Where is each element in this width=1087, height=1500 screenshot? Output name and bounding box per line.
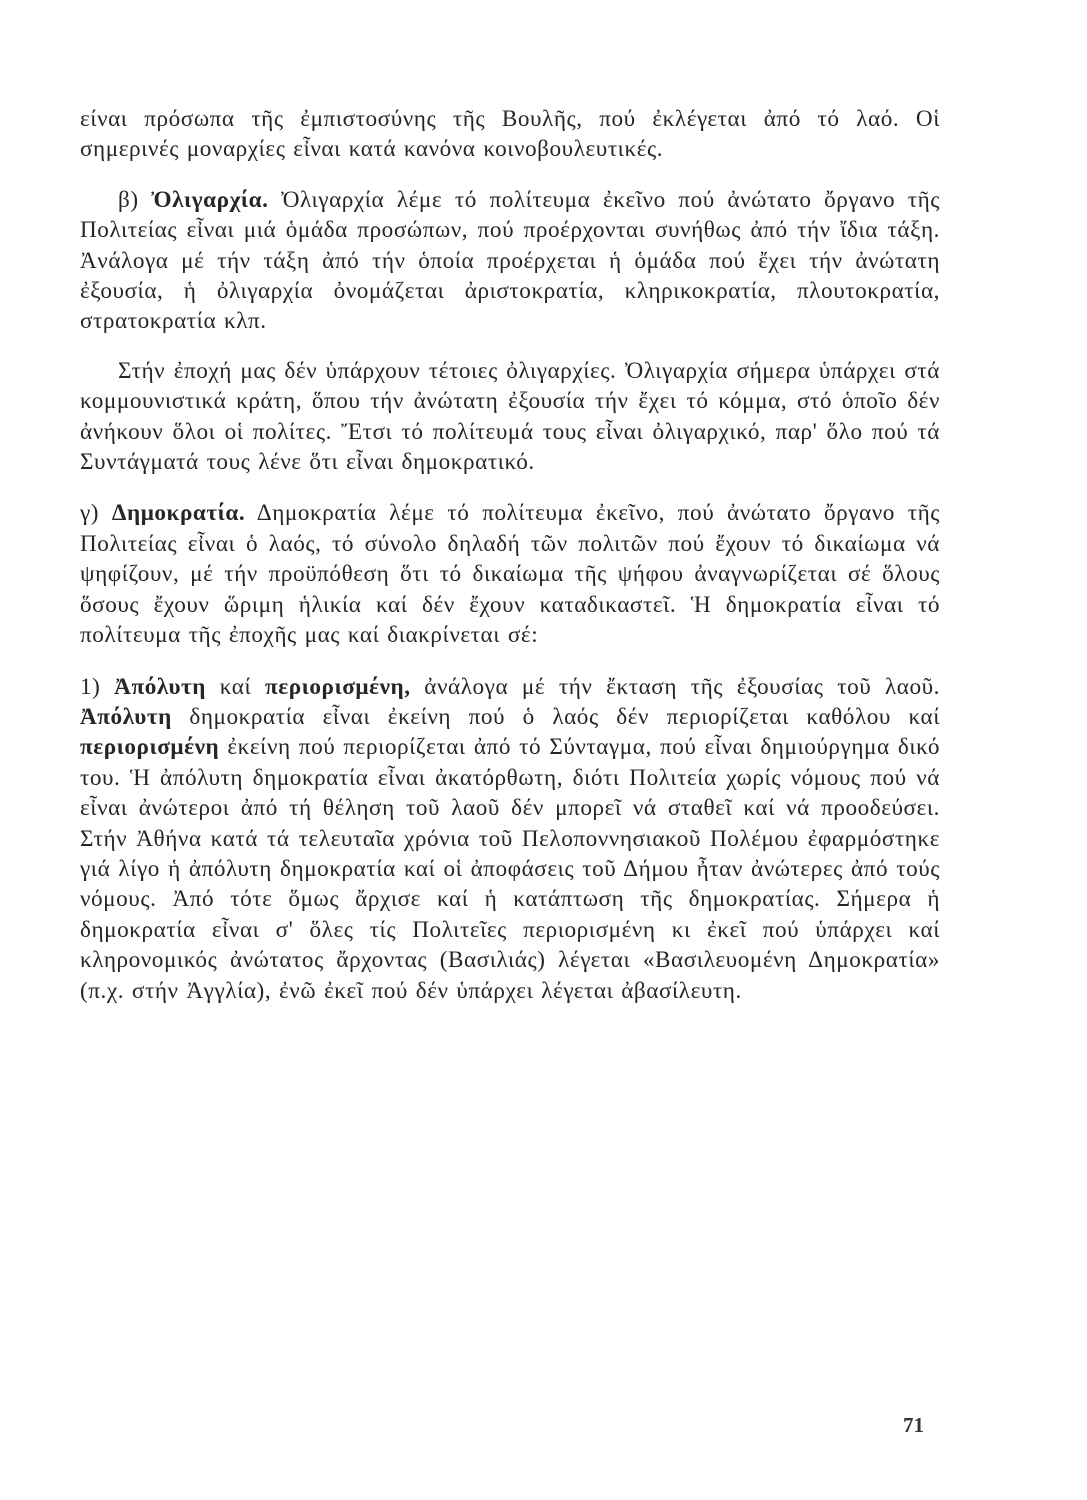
- page-number: 71: [903, 1413, 924, 1437]
- paragraph-text: Ὀλιγαρχία λέμε τό πολίτευμα ἐκεῖνο πού ἀνώτατο ὄργανο τῆς Πολιτείας εἶναι μιά ὁμάδα προσώπων, πού προέρχονται συνήθως ἀπό τήν ἴδια τάξη. Ἀνάλογα μέ τήν τάξη ἀπό τήν ὁποία προέρχεται ἡ ὁμάδα πού ἔχει τήν ἀνώτατη ἐξουσία, ἡ ὀλιγαρχία ὀνομάζεται ἀριστοκρατία, κληρικοκρατία, πλουτοκρατία, στρατοκρατία κλπ.: [80, 186, 940, 335]
- term-absolute-second: Ἀπόλυτη: [80, 703, 172, 730]
- item-marker: 1): [80, 673, 115, 700]
- term-oligarchy: Ὀλιγαρχία.: [151, 186, 269, 213]
- paragraph-monarchy-continuation: [80, 104, 940, 165]
- text-segment: ἐκείνη πού περιορίζεται ἀπό τό Σύνταγμα, πού εἶναι δημιούργημα δικό του. Ἡ ἀπόλυτη δημοκρατία εἶναι ἀκατόρθωτη, διότι Πολιτεία χωρίς νόμους πού νά εἶναι ἀνώτεροι ἀπό τή θέληση τοῦ λαοῦ δέν μπορεῖ νά σταθεῖ καί νά προοδεύσει. Στήν Ἀθήνα κατά τά τελευταῖα χρόνια τοῦ Πελοποννησιακοῦ Πολέμου ἐφαρμόστηκε γιά λίγο ἡ ἀπόλυτη δημοκρατία καί οἱ ἀποφάσεις τοῦ Δήμου ἦταν ἀνώτερες ἀπό τούς νόμους. Ἀπό τότε ὅμως ἄρχισε καί ἡ κατάπτωση τῆς δημοκρατίας. Σήμερα ἡ δημοκρατία εἶναι σ' ὅλες τίς Πολιτεῖες περιορισμένη κι ἐκεῖ πού ὑπάρχει καί κληρονομικός ἀνώτατος ἄρχοντας (Βασιλιάς) λέγεται «Βασιλευομένη Δημοκρατία» (π.χ. στήν Ἀγγλία), ἐνῶ ἐκεῖ πού δέν ὑπάρχει λέγεται ἀβασίλευτη.: [80, 734, 940, 1004]
- paragraph-text: Δημοκρατία λέμε τό πολίτευμα ἐκεῖνο, πού ἀνώτατο ὄργανο τῆς Πολιτείας εἶναι ὁ λαός, τό σύνολο δηλαδή τῶν πολιτῶν πού ἔχουν τό δικαίωμα νά ψηφίζουν, μέ τήν προϋπόθεση ὅτι τό δικαίωμα τῆς ψήφου ἀναγνωρίζεται σέ ὅλους ὅσους ἔχουν ὥριμη ἡλικία καί δέν ἔχουν καταδικαστεῖ. Ἡ δημοκρατία εἶναι τό πολίτευμα τῆς ἐποχῆς μας καί διακρίνεται σέ:: [80, 500, 940, 649]
- paragraph-text: είναι πρόσωπα τῆς ἐμπιστοσύνης τῆς Βουλῆς, πού ἐκλέγεται ἀπό τό λαό. Οἱ σημερινές μοναρχίες εἶναι κατά κανόνα κοινοβουλευτικές.: [80, 106, 940, 163]
- term-limited: περιορισμένη,: [265, 673, 411, 700]
- item-marker: γ): [80, 500, 112, 527]
- paragraph-oligarchy-today: [80, 356, 940, 478]
- paragraph-oligarchy: [80, 185, 940, 337]
- term-absolute: Ἀπόλυτη: [114, 673, 207, 700]
- paragraph-democracy: [80, 498, 940, 650]
- text-segment: καί: [206, 673, 265, 700]
- text-segment: ἀνάλογα μέ τήν ἔκταση τῆς ἐξουσίας τοῦ λαοῦ.: [410, 673, 940, 700]
- term-democracy: Δημοκρατία.: [111, 500, 246, 527]
- term-limited-second: περιορισμένη: [80, 734, 220, 761]
- item-marker: β): [118, 186, 152, 213]
- paragraph-text: Στήν ἐποχή μας δέν ὑπάρχουν τέτοιες ὀλιγαρχίες. Ὀλιγαρχία σήμερα ὑπάρχει στά κομμουνιστικά κράτη, ὅπου τήν ἀνώτατη ἐξουσία τήν ἔχει τό κόμμα, στό ὁποῖο δέν ἀνήκουν ὅλοι οἱ πολίτες. Ἔτσι τό πολίτευμά τους εἶναι ὀλιγαρχικό, παρ' ὅλο πού τά Συντάγματά τους λένε ὅτι εἶναι δημοκρατικό.: [80, 357, 940, 476]
- book-page: [80, 104, 940, 1006]
- paragraph-absolute-limited-democracy: [80, 672, 940, 1006]
- text-segment: δημοκρατία εἶναι ἐκείνη πού ὁ λαός δέν περιορίζεται καθόλου καί: [171, 703, 940, 730]
